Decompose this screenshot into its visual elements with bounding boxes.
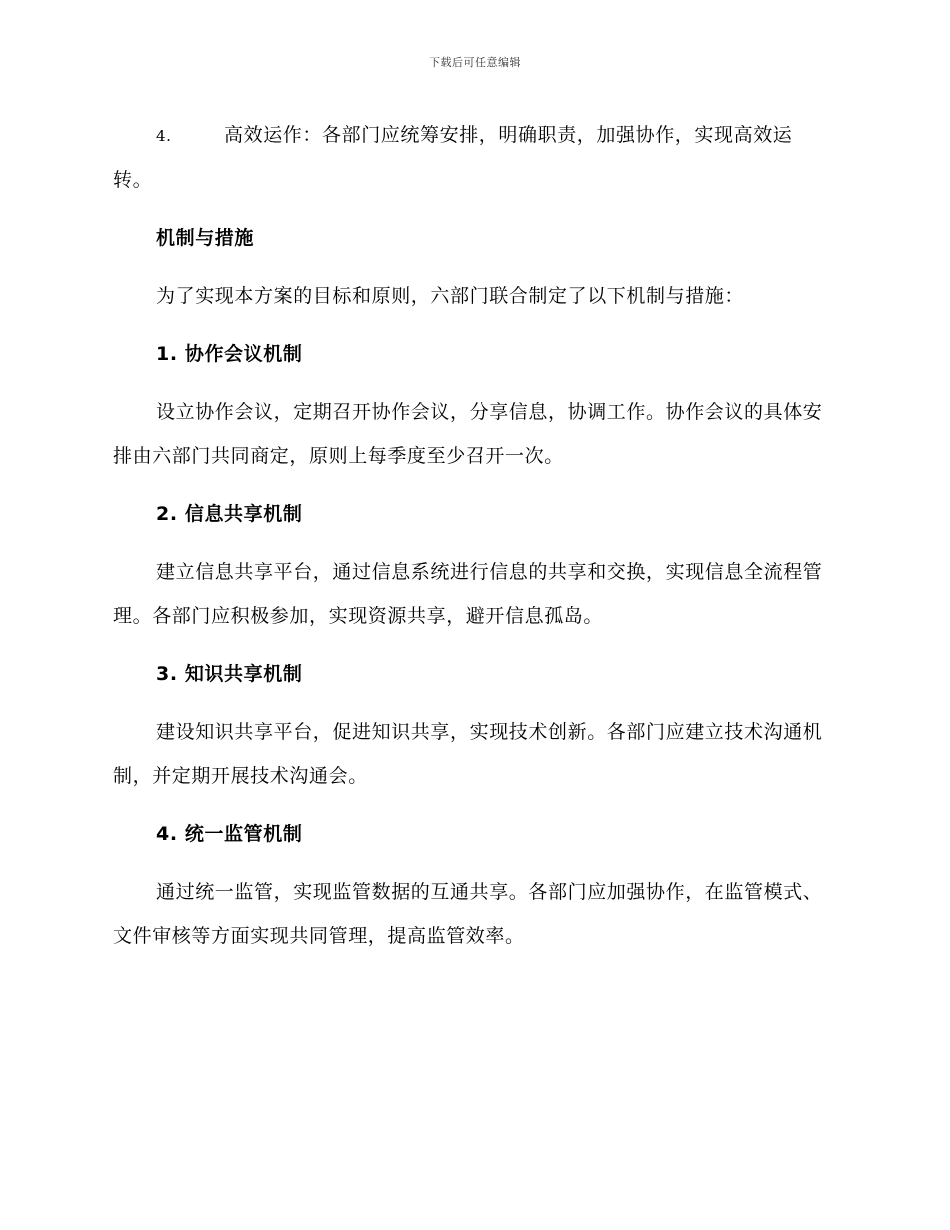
mechanism-text-2: 建立信息共享平台，通过信息系统进行信息的共享和交换，实现信息全流程管理。各部门应积极参加，实现资源共享，避开信息孤岛。 bbox=[113, 561, 823, 627]
header-note: 下载后可任意编辑 bbox=[429, 56, 521, 69]
section-title: 机制与措施 bbox=[156, 227, 255, 249]
list-item-text: 高效运作：各部门应统筹安排，明确职责，加强协作，实现高效运转。 bbox=[113, 124, 793, 191]
list-item-4 bbox=[113, 113, 831, 202]
mechanism-title-2: 2. 信息共享机制 bbox=[156, 503, 303, 525]
mechanism-title-1: 1. 协作会议机制 bbox=[156, 343, 303, 365]
mechanism-text-4: 通过统一监管，实现监管数据的互通共享。各部门应加强协作，在监管模式、文件审核等方面实现共同管理，提高监管效率。 bbox=[113, 881, 823, 947]
mechanism-text-1: 设立协作会议，定期召开协作会议，分享信息，协调工作。协作会议的具体安排由六部门共同商定，原则上每季度至少召开一次。 bbox=[113, 401, 823, 467]
mechanism-title-4: 4. 统一监管机制 bbox=[156, 823, 303, 845]
list-item-number: 4. bbox=[156, 127, 172, 145]
document-body bbox=[113, 113, 831, 958]
intro-paragraph: 为了实现本方案的目标和原则，六部门联合制定了以下机制与措施： bbox=[156, 285, 745, 307]
mechanism-title-3: 3. 知识共享机制 bbox=[156, 663, 303, 685]
mechanism-text-3: 建设知识共享平台，促进知识共享，实现技术创新。各部门应建立技术沟通机制，并定期开展技术沟通会。 bbox=[113, 721, 823, 787]
